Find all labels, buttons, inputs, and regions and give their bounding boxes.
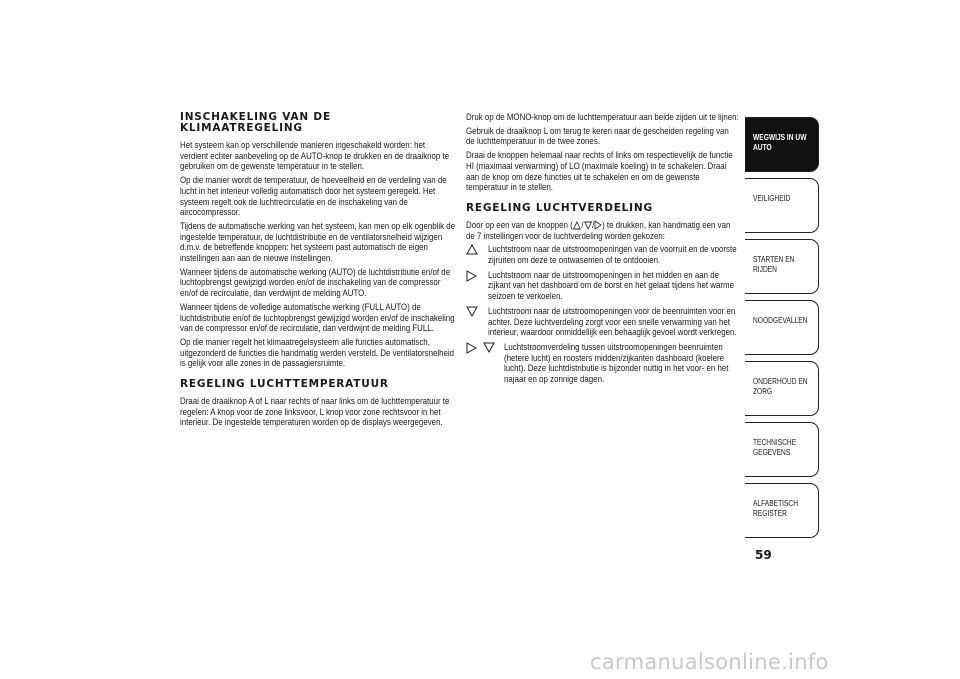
paragraph: Wanneer tijdens de volledige automatische werking (FULL AUTO) de luchtdistributie en/of de luchtopbrengst gewijzigd worden en/of de inschakeling van de compressor en/of de recirculatie, dan verdwijnt de melding FULL. [180,301,455,334]
paragraph: Op die manier wordt de temperatuur, de hoeveelheid en de verdeling van de lucht in het interieur volledig automatisch door het systeem geregeld. Het systeem regelt ook de luchtrecirculatie en de inschakeling van de aircocompressor. [180,175,447,218]
tab-alfabetisch[interactable]: ALFABETISCH REGISTER [745,483,819,538]
tab-technische[interactable]: TECHNISCHE GEGEVENS [745,422,819,477]
page-number: 59 [755,548,772,562]
tab-onderhoud[interactable]: ONDERHOUD EN ZORG [745,361,819,416]
list-item: Luchtstroom naar de uitstroomopeningen voor de beenruimten voor en achter. Deze luchtverdeling zorgt voor een snelle verwarming van het interieur, waardoor onmiddellijk een behaaglijk gevoel wordt verkregen. [466,306,740,338]
tab-starten[interactable]: STARTEN EN RIJDEN [745,239,819,294]
heading-luchttemperatuur: REGELING LUCHTTEMPERATUUR [180,378,389,391]
tab-veiligheid[interactable]: VEILIGHEID [745,178,819,233]
heading-inschakeling: INSCHAKELING VAN DE KLIMAATREGELING [180,111,331,134]
right-column [466,112,740,389]
paragraph: Wanneer tijdens de automatische werking (AUTO) de luchtdistributie en/of de luchtopbrengst gewijzigd worden en/of de inschakeling van de compressor en/of de recirculatie, dan verdwijnt de melding AUTO. [180,266,451,299]
paragraph: Draai de knoppen helemaal naar rechts of links om respectievelijk de functie HI (maximaal verwarming) of LO (maximale koeling) in te schakelen. Draai aan de knop om deze functies uit te schakelen en om de gewenste temperatuur in te stellen. [466,150,733,193]
list-item: Luchtstroom naar de uitstroomopeningen in het midden en aan de zijkant van het dashboard om de borst en het gelaat tijdens het warme seizoen te verkoelen. [466,270,740,302]
paragraph: Druk op de MONO-knop om de luchttemperatuur aan beide zijden uit te lijnen: [466,112,739,122]
tab-noodgevallen[interactable]: NOODGEVALLEN [745,300,819,355]
tab-wegwijs[interactable]: WEGWIJS IN UW AUTO [745,117,819,172]
paragraph: Tijdens de automatische werking van het systeem, kan men op elk ogenblik de ingestelde temperatuur, de luchtdistributie en de ventilatorsnelheid wijzigen d.m.v. de betreffende knoppen: het systeem past automatisch de eigen instellingen aan aan de nieuwe instellingen. [180,220,456,264]
triangle-right-down-icon [466,342,498,354]
paragraph: Op die manier regelt het klimaatregelsysteem alle functies automatisch, uitgezonderd de functies die handmatig werden versteld. De ventilatorsnelheid is gelijk voor alle zones in de passagiersruimte. [180,336,455,369]
triangle-down-icon [466,306,478,317]
paragraph-intro: Door op een van de knoppen ( / / ) te drukken, kan handmatig een van de 7 instellingen voor de luchtverdeling worden gekozen: [466,219,731,241]
triangle-down-icon [584,221,593,230]
list-item: Luchtstroom naar de uitstroomopeningen van de voorruit en de voorste zijruiten om deze te ontwasemen of te ontdooien. [466,244,740,265]
chapter-tabs [745,117,819,544]
left-column [180,112,456,431]
paragraph: Gebruik de draaiknop L om terug te keren naar de gescheiden regeling van de luchttemperatuur in de twee zones. [466,125,729,147]
list-item: Luchtstroomverdeling tussen uitstroomopeningen beenruimten (hetere lucht) en roosters midden/zijkanten dashboard (koelere lucht). Deze luchtdistributie is bijzonder nuttig in het voor- en het najaar en op zonnige dagen. [466,342,740,385]
watermark: carmanualsonline.info [590,650,829,674]
paragraph: Draai de draaiknop A of L naar rechts of naar links om de luchttemperatuur te regelen: A knop voor de zone linksvoor, L knop voor zone rechtsvoor in het interieur. De ingestelde temperaturen worden op de displays weergegeven. [180,396,450,428]
triangle-up-icon [466,244,478,255]
heading-luchtverdeling: REGELING LUCHTVERDELING [466,201,653,214]
paragraph: Het systeem kan op verschillende manieren ingeschakeld worden: het verdient echter aanbeveling op de AUTO-knop te drukken en de draaiknop te gebruiken om de gewenste temperatuur in te stellen. [180,140,450,172]
triangle-up-icon [573,221,582,230]
triangle-right-icon [466,270,477,282]
